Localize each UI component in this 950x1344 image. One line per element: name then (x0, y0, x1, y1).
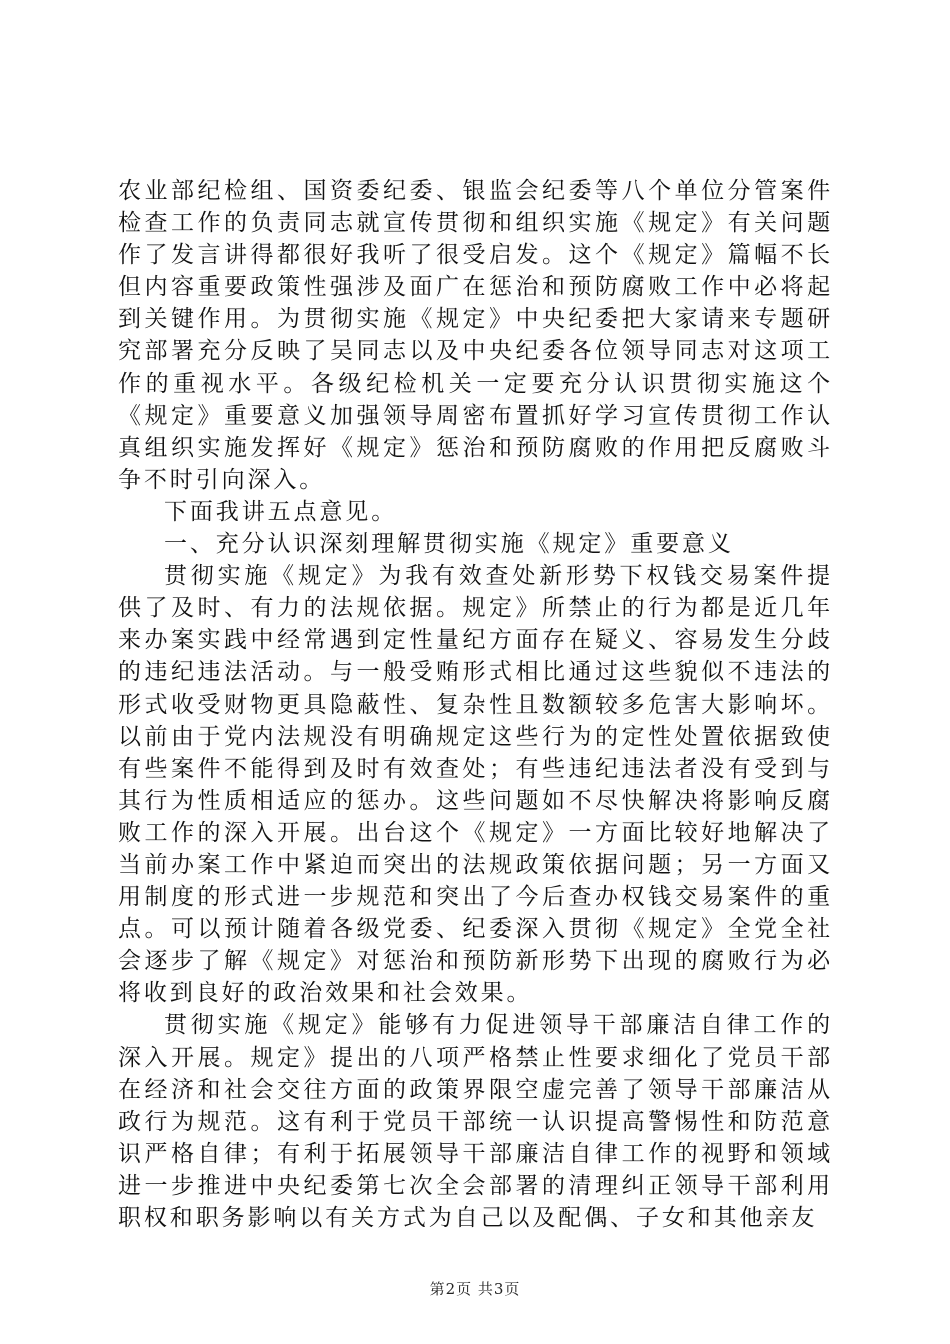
paragraph-continuation: 农业部纪检组、国资委纪委、银监会纪委等八个单位分管案件检查工作的负责同志就宣传贯彻和组织实施《规定》有关问题作了发言讲得都很好我听了很受启发。这个《规定》篇幅不长但内容重要政策性强涉及面广在惩治和预防腐败工作中必将起到关键作用。为贯彻实施《规定》中央纪委把大家请来专题研究部署充分反映了吴同志以及中央纪委各位领导同志对这项工作的重视水平。各级纪检机关一定要充分认识贯彻实施这个《规定》重要意义加强领导周密布置抓好学习宣传贯彻工作认真组织实施发挥好《规定》惩治和预防腐败的作用把反腐败斗争不时引向深入。 (118, 178, 833, 493)
paragraph-intro: 下面我讲五点意见。 (164, 498, 398, 525)
page-footer: 第2页 共3页 (429, 1280, 521, 1298)
document-body (118, 175, 833, 1234)
section-heading: 一、充分认识深刻理解贯彻实施《规定》重要意义 (164, 531, 734, 558)
paragraph-significance-2: 贯彻实施《规定》能够有力促进领导干部廉洁自律工作的深入开展。规定》提出的八项严格禁止性要求细化了党员干部在经济和社会交往方面的政策界限空虚完善了领导干部廉洁从政行为规范。这有利于党员干部统一认识提高警惕性和防范意识严格自律；有利于拓展领导干部廉洁自律工作的视野和领域进一步推进中央纪委第七次全会部署的清理纠正领导干部利用职权和职务影响以有关方式为自己以及配偶、子女和其他亲友 (118, 1012, 833, 1231)
paragraph-significance-1: 贯彻实施《规定》为我有效查处新形势下权钱交易案件提供了及时、有力的法规依据。规定》所禁止的行为都是近几年来办案实践中经常遇到定性量纪方面存在疑义、容易发生分歧的违纪违法活动。与一般受贿形式相比通过这些貌似不违法的形式收受财物更具隐蔽性、复杂性且数额较多危害大影响坏。以前由于党内法规没有明确规定这些行为的定性处置依据致使有些案件不能得到及时有效查处；有些违纪违法者没有受到与其行为性质相适应的惩办。这些问题如不尽快解决将影响反腐败工作的深入开展。出台这个《规定》一方面比较好地解决了当前办案工作中紧迫而突出的法规政策依据问题；另一方面又用制度的形式进一步规范和突出了今后查办权钱交易案件的重点。可以预计随着各级党委、纪委深入贯彻《规定》全党全社会逐步了解《规定》对惩治和预防新形势下出现的腐败行为必将收到良好的政治效果和社会效果。 (118, 563, 833, 1007)
